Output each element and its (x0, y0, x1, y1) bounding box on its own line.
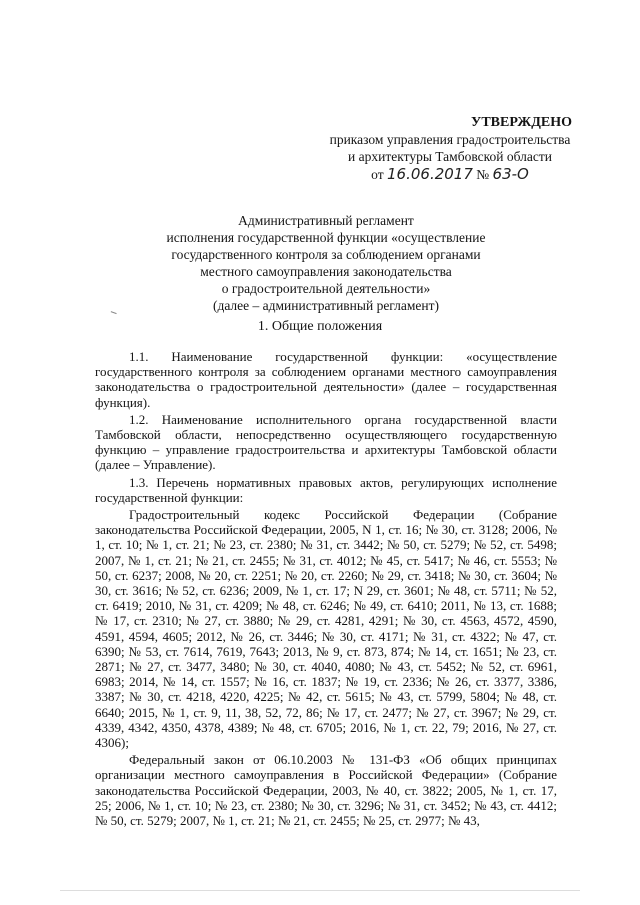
title-line-6: (далее – административный регламент) (212, 298, 440, 313)
approval-line-2: и архитектуры Тамбовской области (348, 149, 552, 164)
paragraph-urban-code: Градостроительный кодекс Российской Федерации (Собрание законодательства Российской Федерации, 2005, N 1, ст. 16; № 30, ст. 3128; 2006, № 1, ст. 10; № 1, ст. 21; № 23, ст. 2380; № 31, ст. 3442; № 50, ст. 5279; № 52, ст. 5498; 2007, № 1, ст. 21; № 21, ст. 2455; № 31, ст. 4012; № 45, ст. 5417; № 46, ст. 5553; № 50, ст. 6237; 2008, № 20, ст. 2251; № 20, ст. 2260; № 29, ст. 3418; № 30, ст. 3604; № 30, ст. 3616; № 52, ст. 6236; 2009, № 1, ст. 17; N 29, ст. 3601; № 48, ст. 5711; № 52, ст. 6419; 2010, № 31, ст. 4209; № 48, ст. 6246; № 49, ст. 6410; 2011, № 13, ст. 1688; № 17, ст. 2310; № 27, ст. 3880; № 29, ст. 4281, 4291; № 30, ст. 4563, 4572, 4590, 4591, 4594, 4605; 2012, № 26, ст. 3446; № 30, ст. 4171; № 31, ст. 4322; № 47, ст. 6390; № 53, ст. 7614, 7619, 7643; 2013, № 9, ст. 873, 874; № 14, ст. 1651; № 23, ст. 2871; № 27, ст. 3477, 3480; № 30, ст. 4040, 4080; № 43, ст. 5452; № 52, ст. 6961, 6983; 2014, № 14, ст. 1557; № 16, ст. 1837; № 19, ст. 2336; № 26, ст. 3377, 3386, 3387; № 30, ст. 4218, 4220, 4225; № 42, ст. 5615; № 43, ст. 5799, 5804; № 48, ст. 6640; 2015, № 1, ст. 9, 11, 38, 52, 72, 86; № 17, ст. 2477; № 27, ст. 3967; № 29, ст. 4339, 4342, 4350, 4378, 4389; № 48, ст. 6705; 2016, № 1, ст. 22, 79; 2016, № 27, ст. 4306); (95, 507, 557, 751)
title-line-3: государственного контроля за соблюдением органами (171, 247, 481, 262)
title-line-1: Административный регламент (238, 213, 414, 228)
paragraph-1-1: 1.1. Наименование государственной функции: «осуществление государственного контроля за соблюдением органами местного самоуправления законодательства о градостроительной деятельности» (далее – государственная функция). (95, 349, 557, 410)
scan-edge (60, 890, 580, 891)
handwritten-number: 63-О (492, 165, 529, 183)
paragraph-1-3: 1.3. Перечень нормативных правовых актов, регулирующих исполнение государственной функции: (95, 474, 557, 505)
date-prefix: от (371, 167, 384, 182)
title-line-5: о градостроительной деятельности» (221, 281, 431, 296)
paragraph-1-2: 1.2. Наименование исполнительного органа государственной власти Тамбовской области, непосредственно осуществляющего государственную функцию – управление градостроительства и архитектуры Тамбовской области (далее – Управление). (95, 411, 557, 473)
approval-heading: УТВЕРЖДЕНО (471, 115, 572, 130)
document-body (95, 349, 557, 828)
approval-stamp (300, 114, 600, 183)
section-heading: 1. Общие положения (257, 319, 383, 334)
approval-date-line (300, 166, 600, 183)
title-line-4: местного самоуправления законодательства (200, 264, 452, 279)
handwritten-date: 16.06.2017 (387, 165, 473, 183)
title-line-2: исполнения государственной функции «осуществление (166, 230, 486, 245)
paragraph-federal-law: Федеральный закон от 06.10.2003 № 131-ФЗ «Об общих принципах организации местного самоуправления в Российской Федерации» (Собрание законодательства Российской Федерации, 2003, № 40, ст. 3822; 2005, № 1, ст. 17, 25; 2006, № 1, ст. 10; № 23, ст. 2380; № 30, ст. 3296; № 31, ст. 3452; № 43, ст. 4412; № 50, ст. 5279; 2007, № 1, ст. 21; № 21, ст. 2455; № 25, ст. 2977; № 43, (95, 752, 557, 829)
document-title (130, 212, 522, 314)
number-prefix: № (476, 167, 490, 182)
scan-mark (109, 311, 116, 318)
approval-line-1: приказом управления градостроительства (329, 132, 571, 147)
